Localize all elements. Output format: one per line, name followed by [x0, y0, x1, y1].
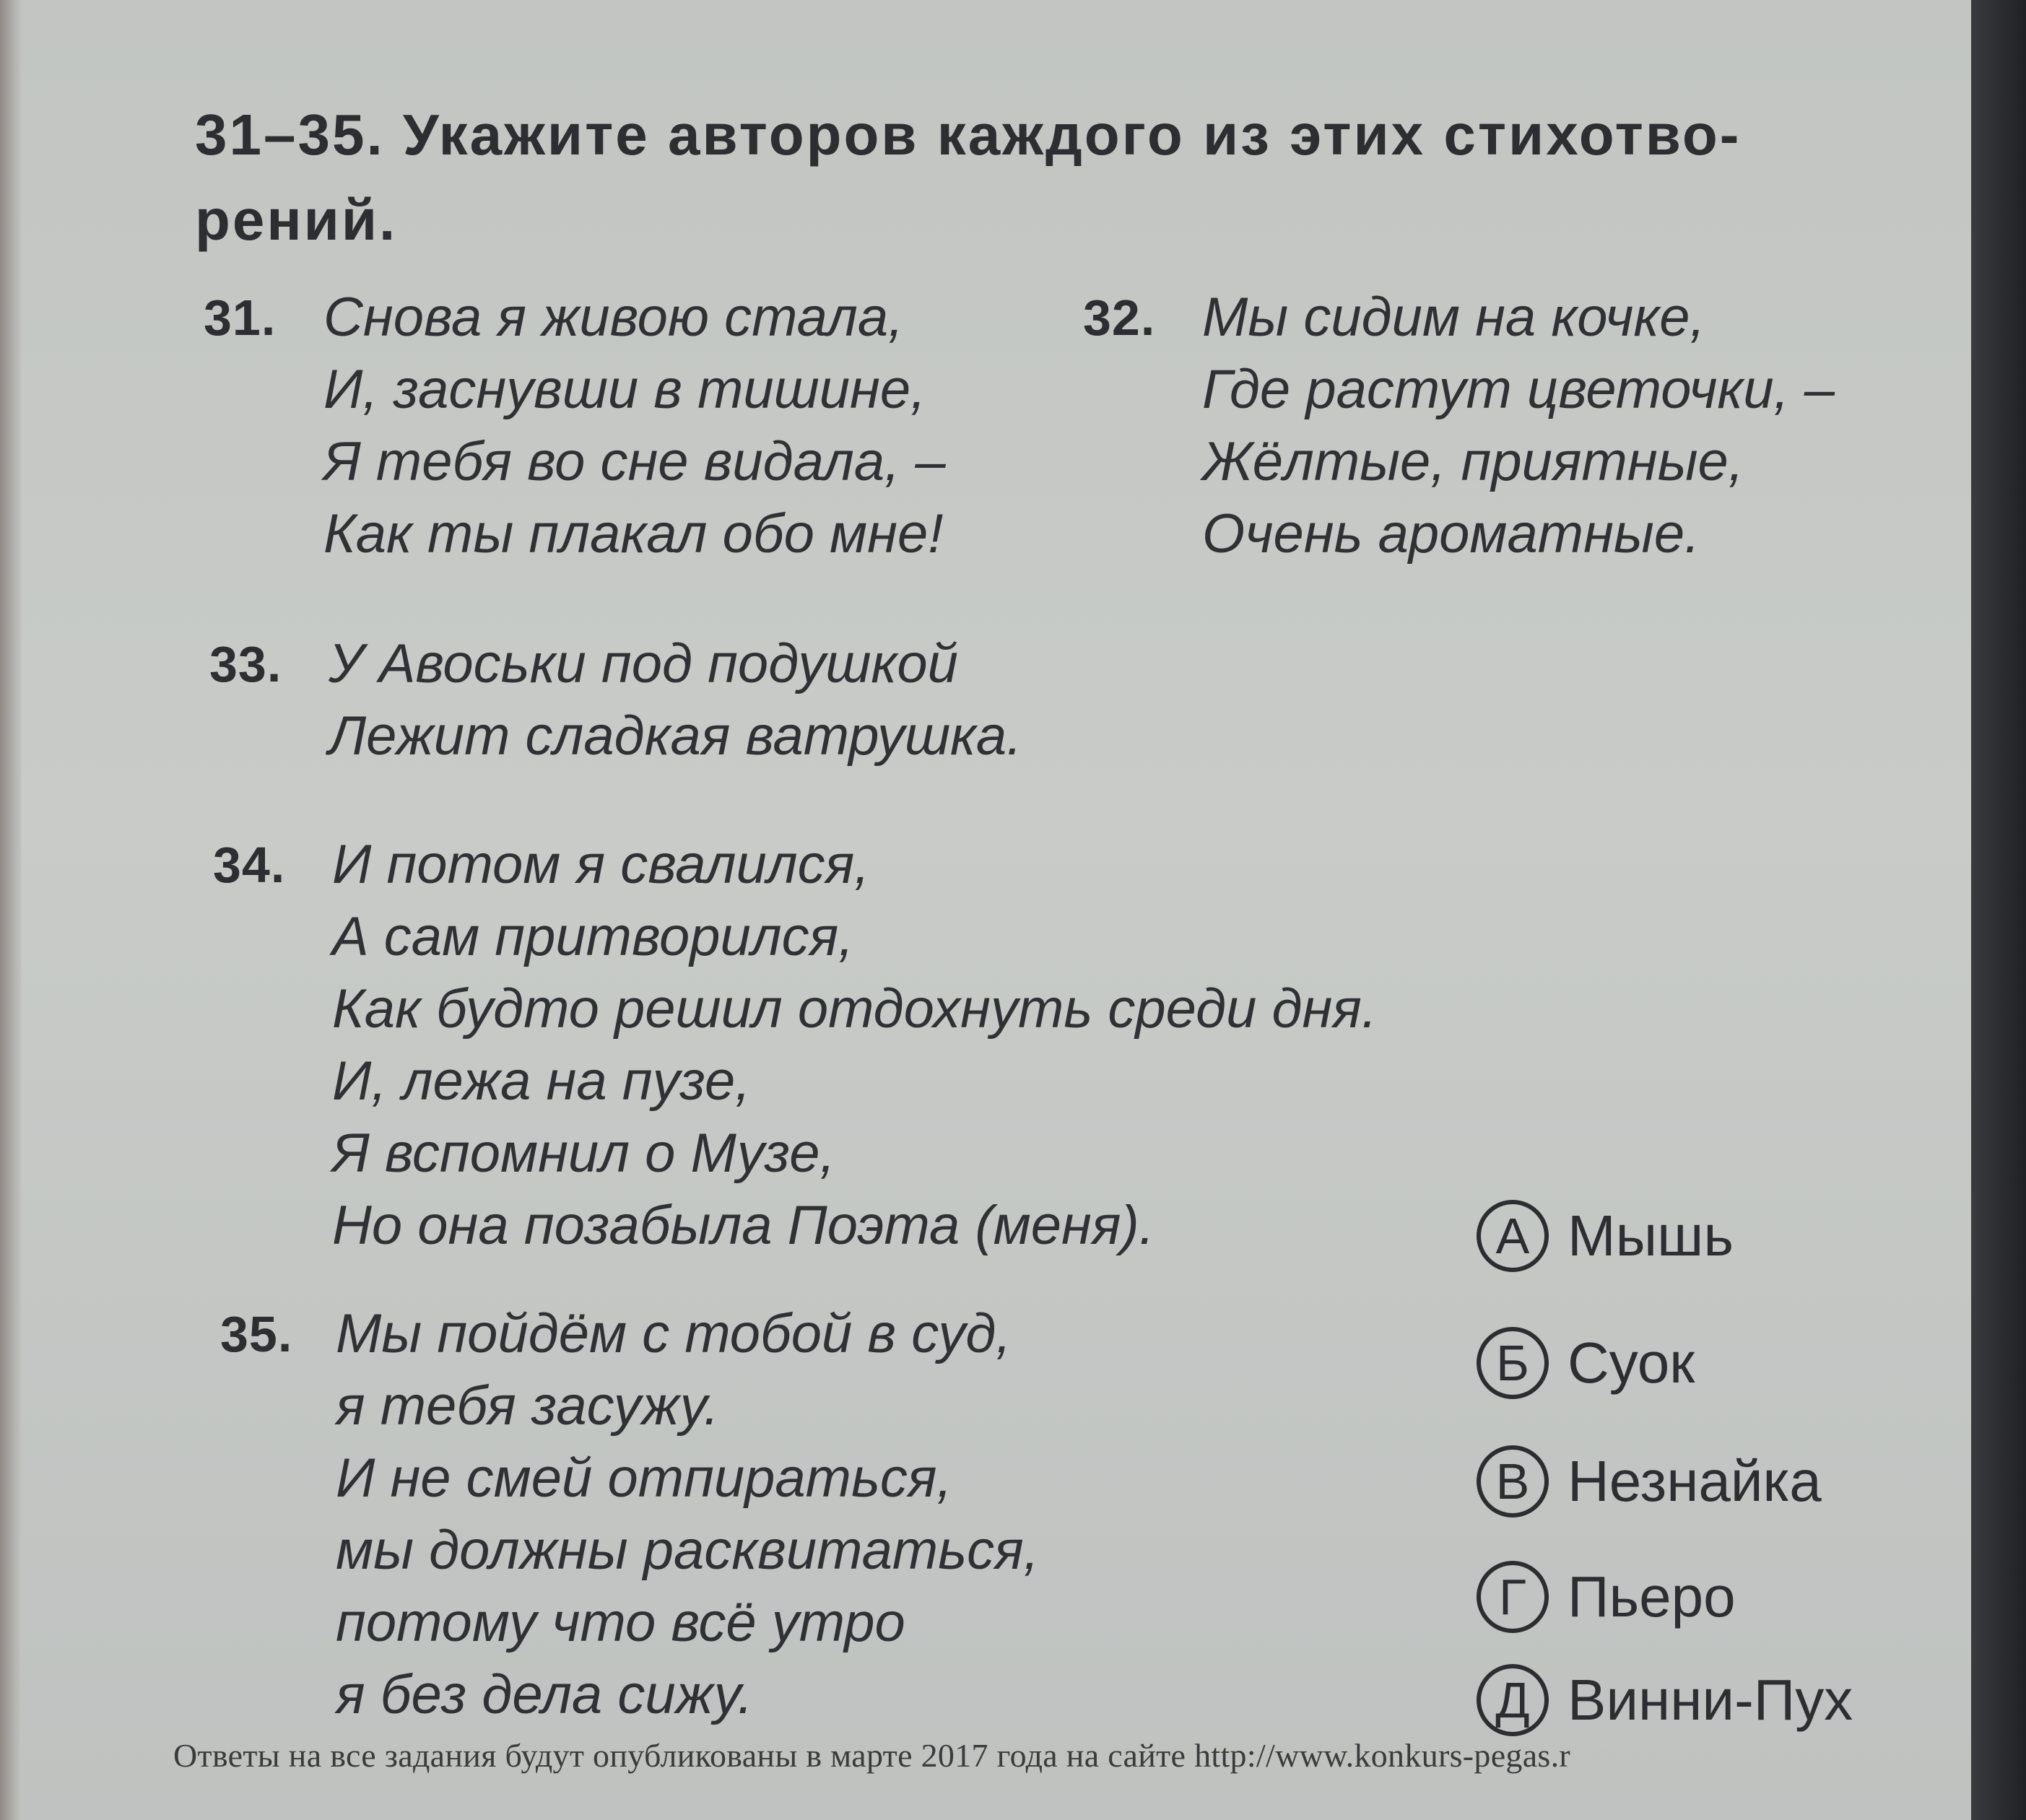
poem-line: я тебя засужу. [336, 1375, 719, 1437]
option-name: Суок [1568, 1331, 1695, 1395]
poem-line: Но она позабыла Поэта (меня). [332, 1195, 1155, 1256]
task-heading-line-2: рений. [195, 188, 398, 252]
poem-line: Как будто решил отдохнуть среди дня. [332, 978, 1378, 1040]
poem-line: И не смей отпираться, [336, 1447, 952, 1509]
poem-31 [323, 282, 946, 570]
poem-line: Я вспомнил о Музе, [332, 1123, 835, 1184]
poem-line: я без дела сижу. [336, 1664, 753, 1725]
poem-35 [336, 1298, 1039, 1731]
poem-line: потому что всё утро [336, 1592, 905, 1653]
poem-number-32: 32. [1083, 289, 1156, 346]
option-letter-circle: Д [1477, 1664, 1549, 1736]
poem-line: А сам притворился, [332, 906, 854, 967]
option-letter-circle: Г [1477, 1561, 1549, 1633]
poem-33 [329, 628, 1022, 772]
option-g [1477, 1561, 1736, 1633]
task-heading [195, 92, 1957, 263]
poem-line: Снова я живою стала, [323, 287, 904, 348]
poem-number-35: 35. [220, 1306, 293, 1362]
option-d [1477, 1664, 1853, 1736]
poem-line: Как ты плакал обо мне! [323, 503, 944, 565]
poem-line: мы должны расквитаться, [336, 1520, 1039, 1581]
poem-34 [332, 829, 1377, 1262]
poem-line: Жёлтые, приятные, [1202, 431, 1744, 492]
option-letter-circle: В [1477, 1445, 1549, 1518]
page-edge-shadow [1971, 0, 2026, 1820]
footer-note: Ответы на все задания будут опубликованы в марте 2017 года на сайте http://www.konkurs-pegas.r [173, 1737, 1571, 1774]
poem-line: И, заснувши в тишине, [323, 359, 926, 420]
poem-line: И, лежа на пузе, [332, 1050, 751, 1112]
option-name: Незнайка [1568, 1449, 1822, 1513]
task-heading-line-1: 31–35. Укажите авторов каждого из этих стихотво- [195, 103, 1742, 167]
option-a [1477, 1200, 1734, 1272]
poem-line: И потом я свалился, [332, 834, 870, 895]
option-name: Винни-Пух [1568, 1668, 1853, 1732]
poem-line: Я тебя во сне видала, – [323, 431, 946, 492]
poem-number-31: 31. [204, 289, 277, 346]
option-letter-circle: А [1477, 1200, 1549, 1272]
option-name: Мышь [1568, 1203, 1734, 1268]
poem-line: Лежит сладкая ватрушка. [329, 705, 1022, 767]
poem-line: Очень ароматные. [1202, 503, 1700, 565]
poem-number-34: 34. [213, 837, 286, 893]
option-letter-circle: Б [1477, 1327, 1549, 1399]
poem-32 [1202, 282, 1835, 570]
option-b [1477, 1327, 1695, 1399]
option-v [1477, 1445, 1822, 1518]
book-spine [0, 0, 22, 1820]
poem-number-33: 33. [209, 636, 282, 692]
option-name: Пьеро [1568, 1564, 1736, 1629]
poem-line: Мы сидим на кочке, [1202, 287, 1705, 348]
poem-line: Мы пойдём с тобой в суд, [336, 1303, 1012, 1364]
poem-line: У Авоськи под подушкой [329, 633, 958, 695]
poem-line: Где растут цветочки, – [1202, 359, 1835, 420]
